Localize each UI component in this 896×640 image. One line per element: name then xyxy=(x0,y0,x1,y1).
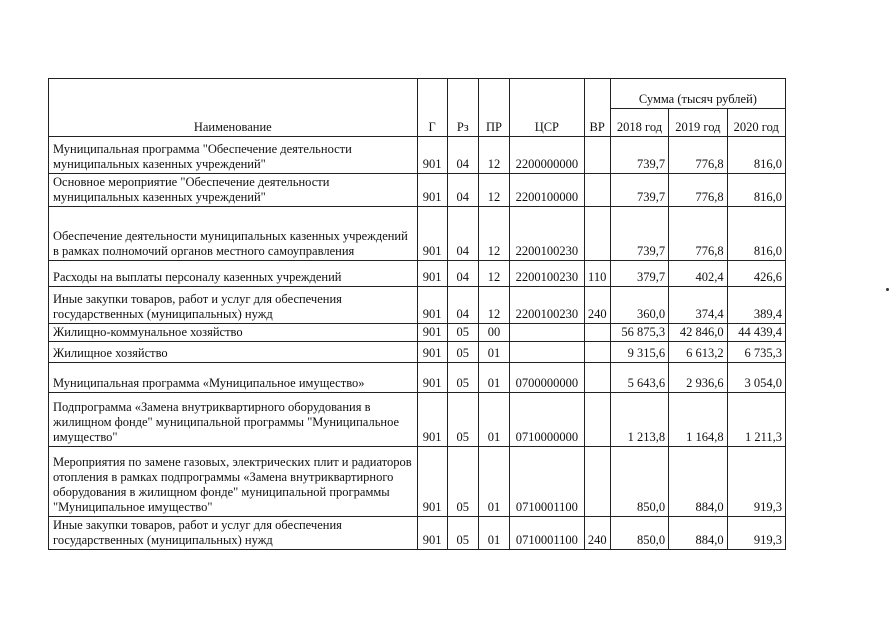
budget-table xyxy=(48,78,786,550)
cell-2018: 360,0 xyxy=(610,287,668,324)
header-name: Наименование xyxy=(49,79,418,137)
cell-csr: 2200100230 xyxy=(510,261,585,287)
header-g: Г xyxy=(417,79,447,137)
cell-vr xyxy=(584,447,610,517)
cell-2019: 402,4 xyxy=(669,261,727,287)
table-header xyxy=(49,79,786,137)
table-row xyxy=(49,342,786,363)
cell-2020: 816,0 xyxy=(727,137,785,174)
cell-csr: 0710001100 xyxy=(510,447,585,517)
cell-csr: 2200100230 xyxy=(510,287,585,324)
cell-g: 901 xyxy=(417,363,447,393)
header-csr: ЦСР xyxy=(510,79,585,137)
cell-vr xyxy=(584,393,610,447)
table-body xyxy=(49,137,786,550)
header-rz: Рз xyxy=(447,79,478,137)
cell-2018: 9 315,6 xyxy=(610,342,668,363)
cell-2020: 389,4 xyxy=(727,287,785,324)
cell-name: Подпрограмма «Замена внутриквартирного оборудования в жилищном фонде" муниципальной программы "Муниципальное имущество" xyxy=(49,393,418,447)
cell-pr: 00 xyxy=(478,324,509,342)
cell-rz: 05 xyxy=(447,393,478,447)
table-row xyxy=(49,447,786,517)
cell-pr: 12 xyxy=(478,261,509,287)
cell-csr: 2200000000 xyxy=(510,137,585,174)
cell-vr xyxy=(584,324,610,342)
cell-2019: 776,8 xyxy=(669,207,727,261)
cell-name: Расходы на выплаты персоналу казенных учреждений xyxy=(49,261,418,287)
cell-pr: 01 xyxy=(478,363,509,393)
cell-rz: 05 xyxy=(447,447,478,517)
cell-pr: 01 xyxy=(478,447,509,517)
cell-name: Основное мероприятие "Обеспечение деятельности муниципальных казенных учреждений" xyxy=(49,174,418,207)
cell-2019: 884,0 xyxy=(669,447,727,517)
cell-2019: 42 846,0 xyxy=(669,324,727,342)
table-row xyxy=(49,207,786,261)
cell-2020: 3 054,0 xyxy=(727,363,785,393)
header-vr: ВР xyxy=(584,79,610,137)
cell-vr: 110 xyxy=(584,261,610,287)
cell-name: Муниципальная программа "Обеспечение деятельности муниципальных казенных учреждений" xyxy=(49,137,418,174)
cell-name: Мероприятия по замене газовых, электрических плит и радиаторов отопления в рамках подпрограммы «Замена внутриквартирного оборудования в жилищном фонде" муниципальной программы "Муниципальное имущество" xyxy=(49,447,418,517)
cell-vr: 240 xyxy=(584,517,610,550)
cell-2018: 850,0 xyxy=(610,447,668,517)
cell-g: 901 xyxy=(417,342,447,363)
cell-2019: 374,4 xyxy=(669,287,727,324)
cell-2020: 6 735,3 xyxy=(727,342,785,363)
cell-2019: 776,8 xyxy=(669,174,727,207)
cell-rz: 05 xyxy=(447,342,478,363)
cell-name: Жилищное хозяйство xyxy=(49,342,418,363)
cell-csr xyxy=(510,324,585,342)
header-pr: ПР xyxy=(478,79,509,137)
cell-pr: 01 xyxy=(478,517,509,550)
cell-rz: 04 xyxy=(447,207,478,261)
cell-rz: 04 xyxy=(447,137,478,174)
cell-2020: 919,3 xyxy=(727,447,785,517)
header-row-top xyxy=(49,79,786,109)
cell-2020: 44 439,4 xyxy=(727,324,785,342)
cell-g: 901 xyxy=(417,447,447,517)
cell-2020: 816,0 xyxy=(727,207,785,261)
cell-2019: 1 164,8 xyxy=(669,393,727,447)
header-year-2020: 2020 год xyxy=(727,109,785,137)
cell-name: Муниципальная программа «Муниципальное имущество» xyxy=(49,363,418,393)
cell-name: Обеспечение деятельности муниципальных казенных учреждений в рамках полномочий органов местного самоуправления xyxy=(49,207,418,261)
cell-vr xyxy=(584,363,610,393)
table-row xyxy=(49,393,786,447)
cell-rz: 04 xyxy=(447,287,478,324)
cell-vr xyxy=(584,342,610,363)
cell-csr: 0700000000 xyxy=(510,363,585,393)
header-year-2019: 2019 год xyxy=(669,109,727,137)
cell-vr xyxy=(584,174,610,207)
cell-2020: 816,0 xyxy=(727,174,785,207)
cell-g: 901 xyxy=(417,324,447,342)
cell-g: 901 xyxy=(417,517,447,550)
cell-2019: 6 613,2 xyxy=(669,342,727,363)
header-year-2018: 2018 год xyxy=(610,109,668,137)
cell-vr: 240 xyxy=(584,287,610,324)
cell-vr xyxy=(584,137,610,174)
cell-rz: 05 xyxy=(447,363,478,393)
cell-rz: 04 xyxy=(447,174,478,207)
table-row xyxy=(49,174,786,207)
cell-csr xyxy=(510,342,585,363)
cell-g: 901 xyxy=(417,137,447,174)
cell-2018: 739,7 xyxy=(610,207,668,261)
table-row xyxy=(49,324,786,342)
cell-g: 901 xyxy=(417,207,447,261)
table-row xyxy=(49,287,786,324)
cell-2020: 426,6 xyxy=(727,261,785,287)
cell-pr: 01 xyxy=(478,342,509,363)
table-row xyxy=(49,137,786,174)
cell-name: Иные закупки товаров, работ и услуг для обеспечения государственных (муниципальных) нужд xyxy=(49,287,418,324)
cell-rz: 05 xyxy=(447,324,478,342)
cell-g: 901 xyxy=(417,393,447,447)
table-row xyxy=(49,517,786,550)
table-row xyxy=(49,261,786,287)
cell-pr: 12 xyxy=(478,137,509,174)
cell-2020: 1 211,3 xyxy=(727,393,785,447)
cell-csr: 2200100000 xyxy=(510,174,585,207)
cell-rz: 05 xyxy=(447,517,478,550)
margin-dot xyxy=(886,288,889,291)
cell-name: Иные закупки товаров, работ и услуг для обеспечения государственных (муниципальных) нужд xyxy=(49,517,418,550)
cell-rz: 04 xyxy=(447,261,478,287)
cell-pr: 12 xyxy=(478,174,509,207)
table-row xyxy=(49,363,786,393)
cell-2018: 739,7 xyxy=(610,137,668,174)
cell-g: 901 xyxy=(417,174,447,207)
cell-2018: 5 643,6 xyxy=(610,363,668,393)
cell-2018: 379,7 xyxy=(610,261,668,287)
cell-g: 901 xyxy=(417,261,447,287)
cell-csr: 0710001100 xyxy=(510,517,585,550)
cell-pr: 12 xyxy=(478,287,509,324)
cell-2020: 919,3 xyxy=(727,517,785,550)
cell-g: 901 xyxy=(417,287,447,324)
cell-2018: 56 875,3 xyxy=(610,324,668,342)
cell-pr: 12 xyxy=(478,207,509,261)
cell-csr: 2200100230 xyxy=(510,207,585,261)
header-sum: Сумма (тысяч рублей) xyxy=(610,79,785,109)
cell-vr xyxy=(584,207,610,261)
cell-pr: 01 xyxy=(478,393,509,447)
cell-2018: 1 213,8 xyxy=(610,393,668,447)
cell-name: Жилищно-коммунальное хозяйство xyxy=(49,324,418,342)
cell-2019: 884,0 xyxy=(669,517,727,550)
cell-2019: 2 936,6 xyxy=(669,363,727,393)
cell-2019: 776,8 xyxy=(669,137,727,174)
cell-2018: 850,0 xyxy=(610,517,668,550)
cell-2018: 739,7 xyxy=(610,174,668,207)
cell-csr: 0710000000 xyxy=(510,393,585,447)
